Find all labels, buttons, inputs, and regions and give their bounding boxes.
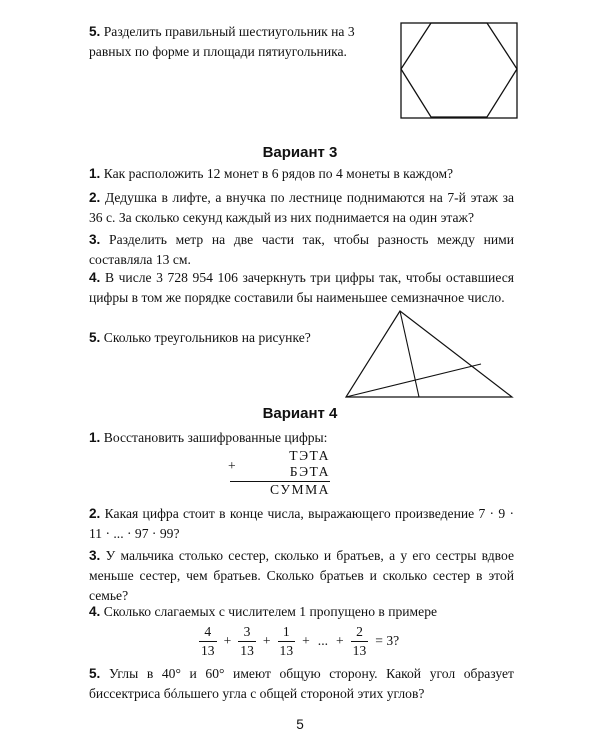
problem-number: 3. [89,548,101,563]
cipher-row-1: ТЭТА [289,448,330,463]
fraction-3-13 [238,623,256,660]
denominator: 13 [279,642,294,658]
fraction-2-13 [351,623,369,660]
problem-number: 1. [89,166,101,181]
v4-problem-3 [89,546,514,606]
problem-text: Какая цифра стоит в конце числа, выражающего произведение 7 · 9 · 11 · ... · 97 · 99? [89,506,514,541]
problem-text: Сколько треугольников на рисунке? [103,330,311,345]
problem-top-5 [89,22,389,62]
v3-problem-5 [89,328,329,348]
problem-number: 1. [89,430,101,445]
numerator: 4 [204,623,212,639]
denominator: 13 [240,642,254,658]
page-number: 5 [296,717,304,732]
cipher-sum: СУММА [269,482,330,497]
fraction-equation [196,619,403,663]
equals-result: = 3? [375,633,400,648]
ellipsis: ... [317,633,328,648]
v4-problem-1 [89,428,514,448]
problem-text: Как расположить 12 монет в 6 рядов по 4 монеты в каждом? [103,166,454,181]
problem-text: Углы в 40° и 60° имеют общую сторону. Какой угол образует биссектриса бóльшего угла с общей стороной этих углов? [89,666,514,701]
plus-sign: + [262,633,271,648]
fraction-1-13 [278,623,296,660]
problem-text: Разделить правильный шестиугольник на 3 равных по форме и площади пятиугольника. [89,24,355,59]
problem-number: 4. [89,604,101,619]
v3-problem-1 [89,164,514,184]
problem-number: 5. [89,330,101,345]
cipher-row-2: БЭТА [289,464,330,479]
v4-problem-2 [89,504,514,544]
plus-sign: + [228,458,236,473]
fraction-4-13 [199,623,217,660]
denominator: 13 [352,642,367,658]
triangles-figure [340,305,520,400]
variant-3-heading: Вариант 3 [262,144,338,161]
numerator: 2 [356,623,363,639]
v4-problem-5 [89,664,514,704]
numerator: 3 [243,623,251,639]
problem-text: Дедушка в лифте, а внучка по лестнице поднимаются на 7-й этаж за 36 с. За сколько секунд каждый из них поднимается на один этаж? [89,190,514,225]
problem-number: 4. [89,270,101,285]
v3-problem-4 [89,268,514,308]
problem-number: 2. [89,190,101,205]
numerator: 1 [282,623,290,639]
problem-number: 2. [89,506,101,521]
problem-number: 5. [89,24,101,39]
v3-problem-3 [89,230,514,270]
denominator: 13 [201,642,215,658]
problem-text: Сколько слагаемых с числителем 1 пропущено в примере [103,604,438,619]
problem-number: 5. [89,666,101,681]
problem-text: В числе 3 728 954 106 зачеркнуть три цифры так, чтобы оставшиеся цифры в том же порядке составили бы наименьшее семизначное число. [89,270,514,305]
plus-sign: + [223,633,232,648]
problem-text: У мальчика столько сестер, сколько и братьев, а у его сестры вдвое меньше сестер, чем братьев. Сколько братьев и сколько сестер в этой семье? [89,548,514,603]
problem-text: Восстановить зашифрованные цифры: [103,430,328,445]
problem-number: 3. [89,232,101,247]
v3-problem-2 [89,188,514,228]
problem-text: Разделить метр на две части так, чтобы разность между ними составляла 13 см. [89,232,514,267]
variant-4-heading: Вариант 4 [262,405,338,422]
hexagon-in-square-figure [400,22,518,119]
plus-sign: + [336,633,344,648]
plus-sign: + [302,633,310,648]
